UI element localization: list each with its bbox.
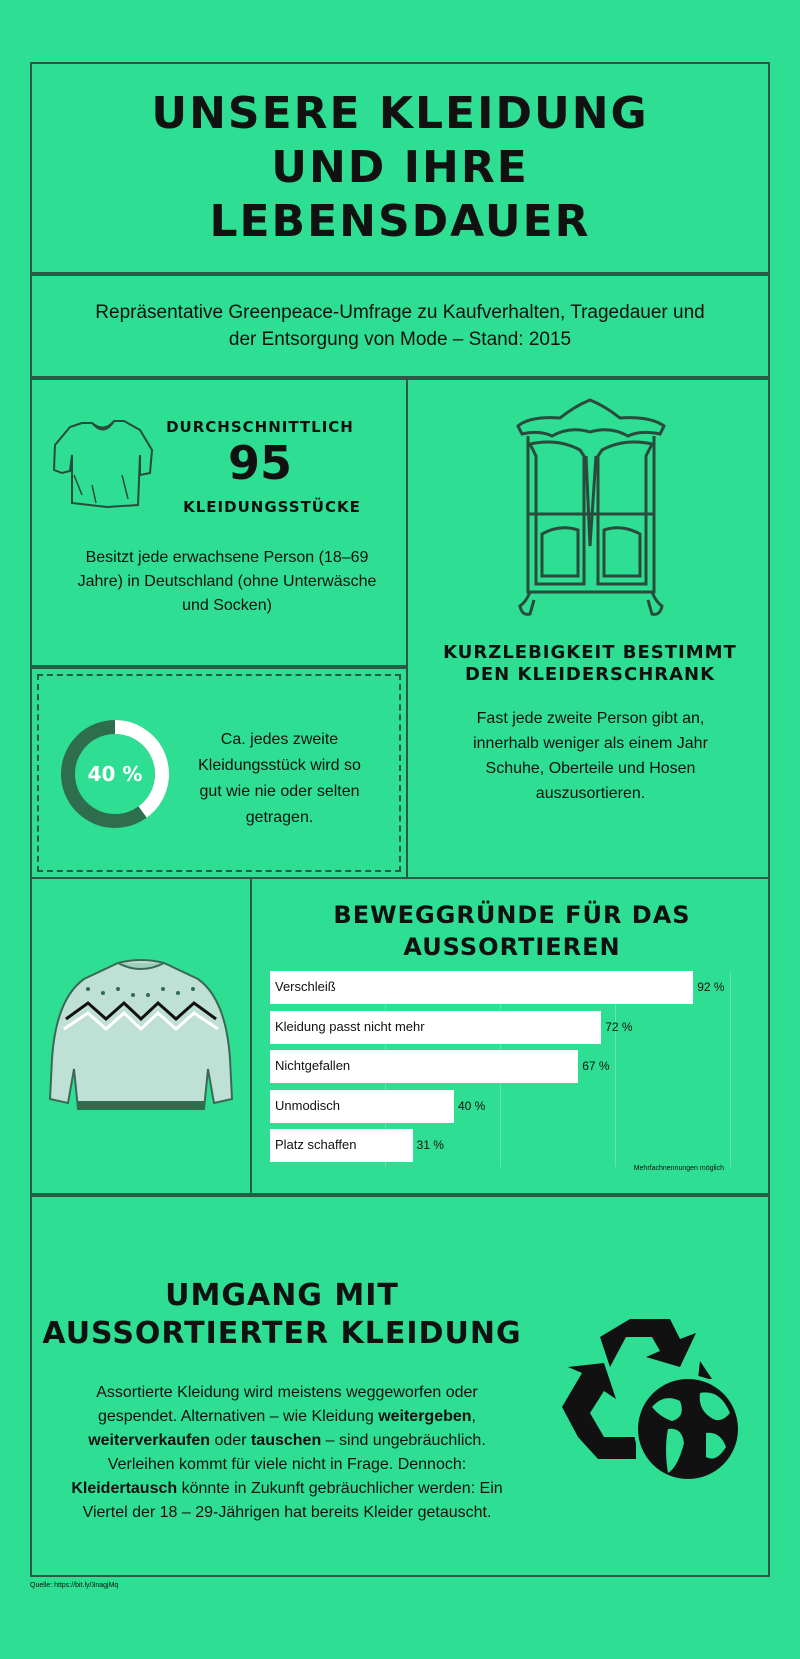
source-note: Quelle: https://bit.ly/3nagjMq	[30, 1582, 119, 1589]
handling-text-part: – sind ungebräuchlich. Verleihen kommt für viele nicht in Frage. Dennoch:	[107, 1432, 486, 1473]
subtitle-panel	[30, 274, 770, 378]
stat-percent-description: Ca. jedes zweite Kleidungsstück wird so gut wie nie oder selten getragen.	[198, 731, 361, 826]
sweater-icon	[48, 959, 234, 1119]
stat-count-panel	[30, 378, 408, 667]
bar-label: Kleidung passt nicht mehr	[275, 1018, 425, 1034]
stat-count-bottom-label: KLEIDUNGSSTÜCKE	[183, 498, 361, 516]
bar-row	[270, 1011, 730, 1044]
bar	[270, 1090, 454, 1123]
reasons-panel	[250, 877, 770, 1195]
handling-text-part: ,	[471, 1408, 476, 1425]
wardrobe-heading: KURZLEBIGKEIT BESTIMMT DEN KLEIDERSCHRANK	[443, 642, 737, 685]
handling-text	[62, 1381, 512, 1525]
donut-chart	[60, 719, 170, 829]
page-title: UNSERE KLEIDUNG UND IHRE LEBENSDAUER	[151, 88, 649, 247]
handling-bold-tauschen: tauschen	[250, 1432, 322, 1449]
chart-note: Mehrfachnennungen möglich	[633, 1165, 724, 1172]
bar-value-label: 31 %	[416, 1138, 444, 1152]
handling-text-part: könnte in Zukunft gebräuchlicher werden: Ein Viertel der 18 – 29-Jährigen hat bereits Kleider getauscht.	[82, 1480, 503, 1521]
bar-row	[270, 971, 730, 1004]
handling-text-part: Assortierte Kleidung wird meistens weggeworfen oder gespendet. Alternativen – wie Kleidung	[96, 1384, 478, 1425]
bar-value-label: 67 %	[582, 1059, 610, 1073]
subtitle-text: Repräsentative Greenpeace-Umfrage zu Kaufverhalten, Tragedauer und der Entsorgung von Mode – Stand: 2015	[95, 302, 705, 350]
donut-label: 40 %	[87, 762, 143, 786]
bar-value-label: 40 %	[458, 1098, 486, 1113]
bar-row	[270, 1129, 730, 1162]
handling-heading: UMGANG MIT AUSSORTIERTER KLEIDUNG	[42, 1278, 522, 1351]
bar-row	[270, 1050, 730, 1083]
stat-count-description: Besitzt jede erwachsene Person (18–69 Jahre) in Deutschland (ohne Unterwäsche und Socken)	[77, 549, 377, 614]
bar	[270, 971, 693, 1004]
handling-text-part: oder	[210, 1432, 251, 1449]
wardrobe-description: Fast jede zweite Person gibt an, innerhalb weniger als einem Jahr Schuhe, Oberteile und Hosen auszusortieren.	[473, 710, 708, 802]
wardrobe-icon	[500, 396, 680, 626]
bar-value-label: 92 %	[697, 980, 725, 994]
bar-chart	[270, 971, 730, 1167]
stat-count-top-label: DURCHSCHNITTLICH	[166, 418, 354, 436]
title-panel	[30, 62, 770, 274]
bar-label: Nichtgefallen	[275, 1058, 351, 1073]
bar-value-label: 72 %	[605, 1019, 633, 1034]
tshirt-icon	[52, 415, 157, 510]
handling-bold-weiterverkaufen: weiterverkaufen	[88, 1432, 211, 1449]
bar	[270, 1129, 413, 1162]
handling-bold-weitergeben: weitergeben	[378, 1408, 472, 1425]
recycle-globe-icon	[560, 1317, 750, 1487]
wardrobe-panel	[406, 378, 770, 879]
stat-count-number: 95	[227, 436, 292, 490]
stat-percent-panel	[30, 667, 408, 879]
handling-panel	[30, 1195, 770, 1577]
handling-bold-kleidertausch: Kleidertausch	[71, 1480, 178, 1497]
sweater-panel	[30, 877, 252, 1195]
bar-label: Platz schaffen	[275, 1137, 357, 1152]
bar-label: Unmodisch	[275, 1097, 341, 1113]
bar	[270, 1011, 601, 1044]
bar-label: Verschleiß	[275, 979, 336, 994]
reasons-heading: BEWEGGRÜNDE FÜR DAS AUSSORTIEREN	[333, 901, 691, 961]
bar	[270, 1050, 578, 1083]
grid-line	[730, 971, 731, 1167]
bar-row	[270, 1090, 730, 1123]
